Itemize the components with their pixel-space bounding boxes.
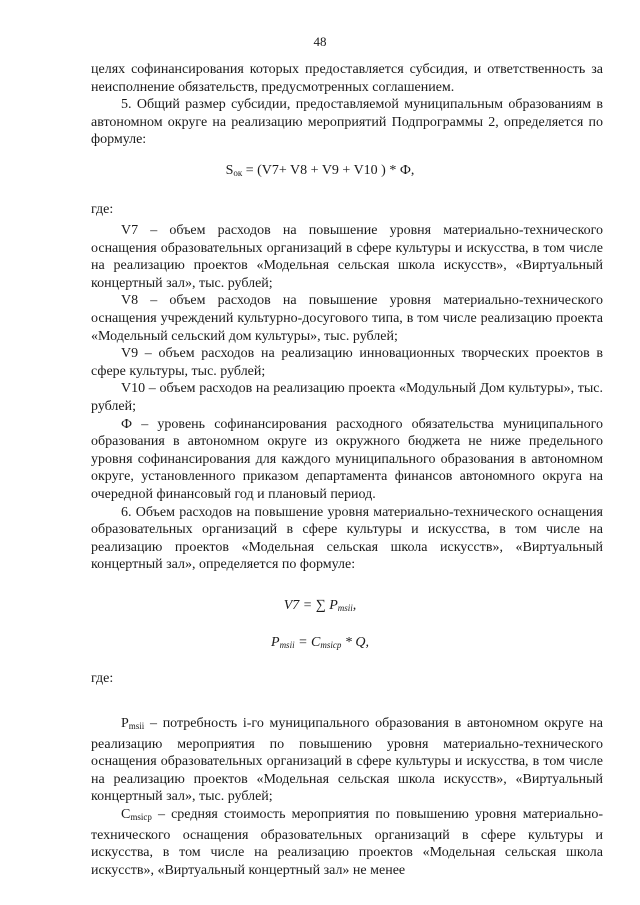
definition-c-symbol: C xyxy=(121,806,131,822)
paragraph-5: 5. Общий размер субсидии, предоставляемой муниципальным образованиям в автономном округе на реализацию мероприятий Подпрограммы 2, определяется по формуле: xyxy=(91,97,603,148)
formula-p-equals: = xyxy=(294,635,312,650)
definition-p-msii xyxy=(91,715,603,806)
formula-v7-p: P xyxy=(329,598,338,613)
definition-c-subscript: msicp xyxy=(130,811,152,822)
formula-p-subscript: msii xyxy=(279,640,295,650)
formula-v7 xyxy=(0,598,640,614)
formula-v7-end: , xyxy=(352,598,357,613)
where-label-2: где: xyxy=(91,671,114,686)
definition-v9: V9 – объем расходов на реализацию инновационных творческих проектов в сфере культуры, тыс. рублей; xyxy=(91,346,603,379)
definition-p-symbol: P xyxy=(121,716,129,731)
where-label-1: где: xyxy=(91,202,114,217)
formula-p-rest: * Q, xyxy=(341,635,369,650)
definitions-block-1 xyxy=(91,222,603,574)
paragraph-6: 6. Объем расходов на повышение уровня материально-технического оснащения образовательных организаций в сфере культуры и искусства, в том числе на реализацию проектов «Модельная сельская школа искусств», «Виртуальный концертный зал», определяется по формуле: xyxy=(91,504,603,573)
page-number: 48 xyxy=(313,34,327,49)
formula-subsidy-subscript: ок xyxy=(233,168,243,178)
definition-v10: V10 – объем расходов на реализацию проекта «Модульный Дом культуры», тыс. рублей; xyxy=(91,381,603,414)
formula-p-c: C xyxy=(311,635,321,650)
definitions-block-2 xyxy=(91,715,603,879)
paragraph-intro: целях софинансирования которых предоставляется субсидия, и ответственность за неисполнение обязательств, предусмотренных соглашением. xyxy=(91,62,603,95)
formula-subsidy-expression: = (V7+ V8 + V9 + V10 ) * Ф, xyxy=(242,163,415,178)
definition-phi: Ф – уровень софинансирования расходного обязательства муниципального образования в автономном округе из окружного бюджета не ниже предельного уровня софинансирования для каждого муниципального образования в автономном округе, установленного приказом департамента финансов автономного округа на очередной финансовый год и плановый период. xyxy=(91,416,603,502)
formula-v7-lhs: V7 xyxy=(283,598,300,613)
formula-p-lhs: P xyxy=(271,635,280,650)
formula-subsidy-symbol: S xyxy=(225,163,234,178)
definition-v7: V7 – объем расходов на повышение уровня материально-технического оснащения образовательных организаций в сфере культуры и искусства, в том числе на реализацию проектов «Модельная сельская школа искусств», «Виртуальный концертный зал», тыс. рублей; xyxy=(91,223,603,291)
formula-v7-sum: = ∑ xyxy=(299,598,330,613)
intro-block xyxy=(91,61,603,149)
formula-p-c-subscript: msicp xyxy=(320,640,342,650)
formula-p xyxy=(0,635,640,651)
definition-c-text: – средняя стоимость мероприятия по повышению уровня материально-технического оснащения образовательных организаций в сфере культуры и искусства, в том числе на реализацию проектов «Модельная сельская школа искусств», «Виртуальный концертный зал» не менее xyxy=(91,806,603,878)
definition-v8: V8 – объем расходов на повышение уровня материально-технического оснащения учреждений культурно-досугового типа, в том числе реализацию проекта «Модельный сельский дом культуры», тыс. рублей; xyxy=(91,293,603,344)
formula-subsidy xyxy=(0,163,640,179)
formula-v7-p-subscript: msii xyxy=(337,603,353,613)
definition-p-subscript: msii xyxy=(128,721,145,731)
definition-c-msicp xyxy=(91,806,603,879)
definition-p-text: – потребность i-го муниципального образования в автономном округе на реализацию мероприятия по повышению уровня материально-технического оснащения образовательных организаций в сфере культуры и искусства, в том числе на реализацию проектов «Модельная сельская школа искусств», «Виртуальный концертный зал», тыс. рублей; xyxy=(91,716,603,805)
